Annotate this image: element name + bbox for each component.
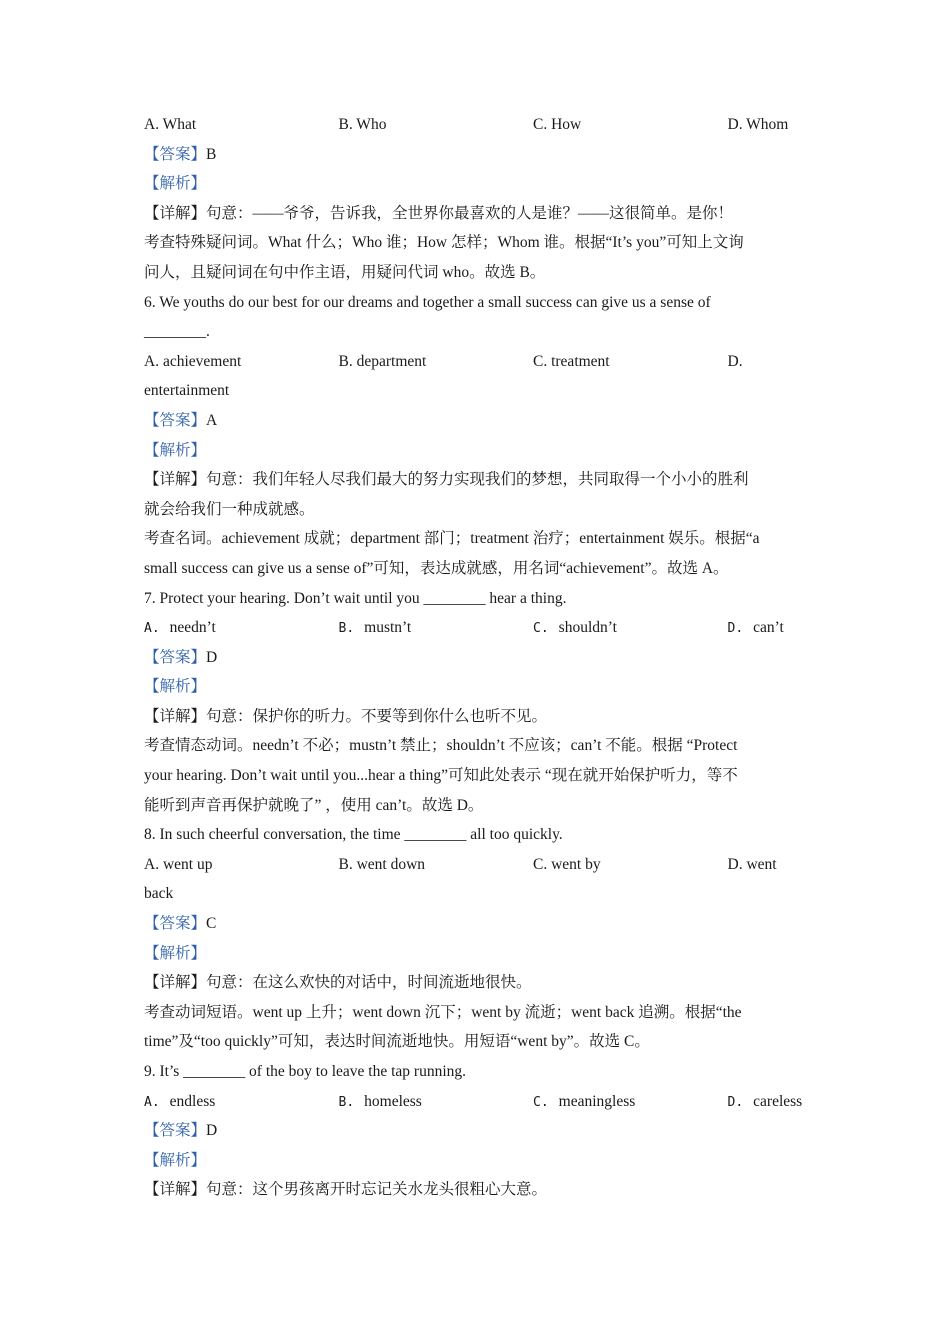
answer-tag: 【答案】 <box>144 145 207 163</box>
answer-tag: 【答案】 <box>144 648 207 666</box>
detail-tag: 【详解】 <box>144 471 207 489</box>
detail-tag: 【详解】 <box>144 1181 207 1199</box>
q6-stem-blank: ________. <box>144 323 210 341</box>
q9-analysis <box>144 1146 814 1176</box>
q5-option-b[interactable]: B. Who <box>338 116 387 133</box>
q7-analysis <box>144 672 814 702</box>
q9-options <box>144 1087 814 1117</box>
option-text: mustn’t <box>364 619 412 637</box>
q6-option-a[interactable]: A. achievement <box>144 352 242 370</box>
analysis-tag: 【解析】 <box>144 944 207 962</box>
q7-detail-text: 句意：保护你的听力。不要等到你什么也听不见。 <box>206 707 548 725</box>
q7-option-b[interactable] <box>339 613 534 643</box>
q8-detail <box>144 968 814 998</box>
q7-detail <box>144 702 814 732</box>
analysis-tag: 【解析】 <box>144 1151 207 1169</box>
document-page <box>144 110 814 1205</box>
q5-option-c[interactable]: C. How <box>533 116 582 133</box>
q6-explain-line: small success can give us a sense of”可知，表达成就感，用名词“achievement”。故选 A。 <box>144 559 729 577</box>
q5-detail <box>144 199 814 229</box>
q5-explain-line: 考查特殊疑问词。What 什么；Who 谁；How 怎样；Whom 谁。根据“It’s you”可知上文询 <box>144 234 744 252</box>
q5-answer <box>144 140 814 170</box>
q8-option-c[interactable]: C. went by <box>533 855 601 873</box>
option-label: C. <box>533 1094 549 1110</box>
q7-explain-line: 能听到声音再保护就晚了” ，使用 can’t。故选 D。 <box>144 796 484 814</box>
q8-answer <box>144 909 814 939</box>
q6-answer-value: A <box>206 411 218 429</box>
q9-option-d[interactable] <box>728 1087 803 1117</box>
option-label: A. <box>144 621 160 637</box>
q9-detail <box>144 1175 814 1205</box>
q8-option-b[interactable]: B. went down <box>338 855 426 873</box>
option-label: B. <box>338 1094 355 1110</box>
q9-detail-text: 句意：这个男孩离开时忘记关水龙头很粗心大意。 <box>206 1181 548 1199</box>
detail-tag: 【详解】 <box>144 204 207 222</box>
q6-option-b[interactable]: B. department <box>338 352 427 370</box>
q5-answer-value: B <box>206 145 217 163</box>
q9-answer <box>144 1116 814 1146</box>
q7-explain-line: 考查情态动词。needn’t 不必；mustn’t 禁止；shouldn’t 不应该；can’t 不能。根据 “Protect <box>144 737 738 755</box>
answer-tag: 【答案】 <box>144 1122 207 1140</box>
q6-options <box>144 347 814 377</box>
option-label: D. <box>727 1094 744 1110</box>
q5-detail-text: 句意：——爷爷，告诉我，全世界你最喜欢的人是谁？——这很简单。是你！ <box>206 204 734 222</box>
q8-answer-value: C <box>206 915 217 933</box>
q5-option-d[interactable]: D. Whom <box>727 116 789 133</box>
q7-options <box>144 613 814 643</box>
answer-tag: 【答案】 <box>144 411 207 429</box>
q8-option-d-wrap[interactable]: back <box>144 885 174 903</box>
q7-option-d[interactable] <box>728 613 784 643</box>
analysis-tag: 【解析】 <box>144 678 207 696</box>
q7-answer <box>144 643 814 673</box>
q6-option-d[interactable]: D. <box>727 352 743 370</box>
option-text: homeless <box>364 1092 422 1110</box>
q6-answer <box>144 406 814 436</box>
q8-options <box>144 850 814 880</box>
q7-explain-line: your hearing. Don’t wait until you...hear a thing”可知此处表示 “现在就开始保护听力，等不 <box>144 767 738 785</box>
q6-detail <box>144 465 814 495</box>
q6-option-c[interactable]: C. treatment <box>533 352 610 370</box>
q8-option-d[interactable]: D. went <box>727 855 777 873</box>
analysis-tag: 【解析】 <box>144 441 207 459</box>
option-text: meaningless <box>558 1092 636 1110</box>
detail-tag: 【详解】 <box>144 707 207 725</box>
q6-stem: 6. We youths do our best for our dreams and together a small success can give us a sense of <box>144 293 711 311</box>
q9-option-a[interactable] <box>144 1087 339 1117</box>
q8-stem: 8. In such cheerful conversation, the time ________ all too quickly. <box>144 826 563 844</box>
q8-analysis <box>144 939 814 969</box>
q7-option-a[interactable] <box>144 613 339 643</box>
q8-explain-line: 考查动词短语。went up 上升；went down 沉下；went by 流逝；went back 追溯。根据“the <box>144 1003 742 1021</box>
option-text: shouldn’t <box>558 619 617 637</box>
option-text: endless <box>169 1092 216 1110</box>
q8-explain-line: time”及“too quickly”可知，表达时间流逝地快。用短语“went by”。故选 C。 <box>144 1033 650 1051</box>
q6-explain-line: 考查名词。achievement 成就；department 部门；treatment 治疗；entertainment 娱乐。根据“a <box>144 530 760 548</box>
q7-answer-value: D <box>206 648 218 666</box>
q8-detail-text: 句意：在这么欢快的对话中，时间流逝地很快。 <box>206 974 532 992</box>
detail-tag: 【详解】 <box>144 974 207 992</box>
q8-option-a[interactable]: A. went up <box>144 855 213 873</box>
q6-detail-cont: 就会给我们一种成就感。 <box>144 500 315 518</box>
option-text: needn’t <box>169 619 216 637</box>
analysis-tag: 【解析】 <box>144 175 207 193</box>
q9-stem: 9. It’s ________ of the boy to leave the tap running. <box>144 1063 466 1080</box>
q9-option-b[interactable] <box>339 1087 534 1117</box>
option-label: D. <box>727 621 744 637</box>
q9-answer-value: D <box>206 1122 218 1140</box>
option-label: C. <box>533 621 549 637</box>
q5-options <box>144 110 814 140</box>
option-text: can’t <box>753 619 784 637</box>
q6-option-d-wrap[interactable]: entertainment <box>144 382 230 400</box>
q7-stem: 7. Protect your hearing. Don’t wait until you ________ hear a thing. <box>144 589 567 607</box>
q7-option-c[interactable] <box>533 613 728 643</box>
option-text: careless <box>753 1092 803 1110</box>
q5-explain-line: 问人，且疑问词在句中作主语，用疑问代词 who。故选 B。 <box>144 263 546 281</box>
answer-tag: 【答案】 <box>144 915 207 933</box>
q5-analysis <box>144 169 814 199</box>
q6-detail-text: 句意：我们年轻人尽我们最大的努力实现我们的梦想，共同取得一个小小的胜利 <box>206 471 749 489</box>
option-label: B. <box>338 621 355 637</box>
q5-option-a[interactable]: A. What <box>144 116 197 133</box>
q9-option-c[interactable] <box>533 1087 728 1117</box>
option-label: A. <box>144 1094 160 1110</box>
q6-analysis <box>144 436 814 466</box>
